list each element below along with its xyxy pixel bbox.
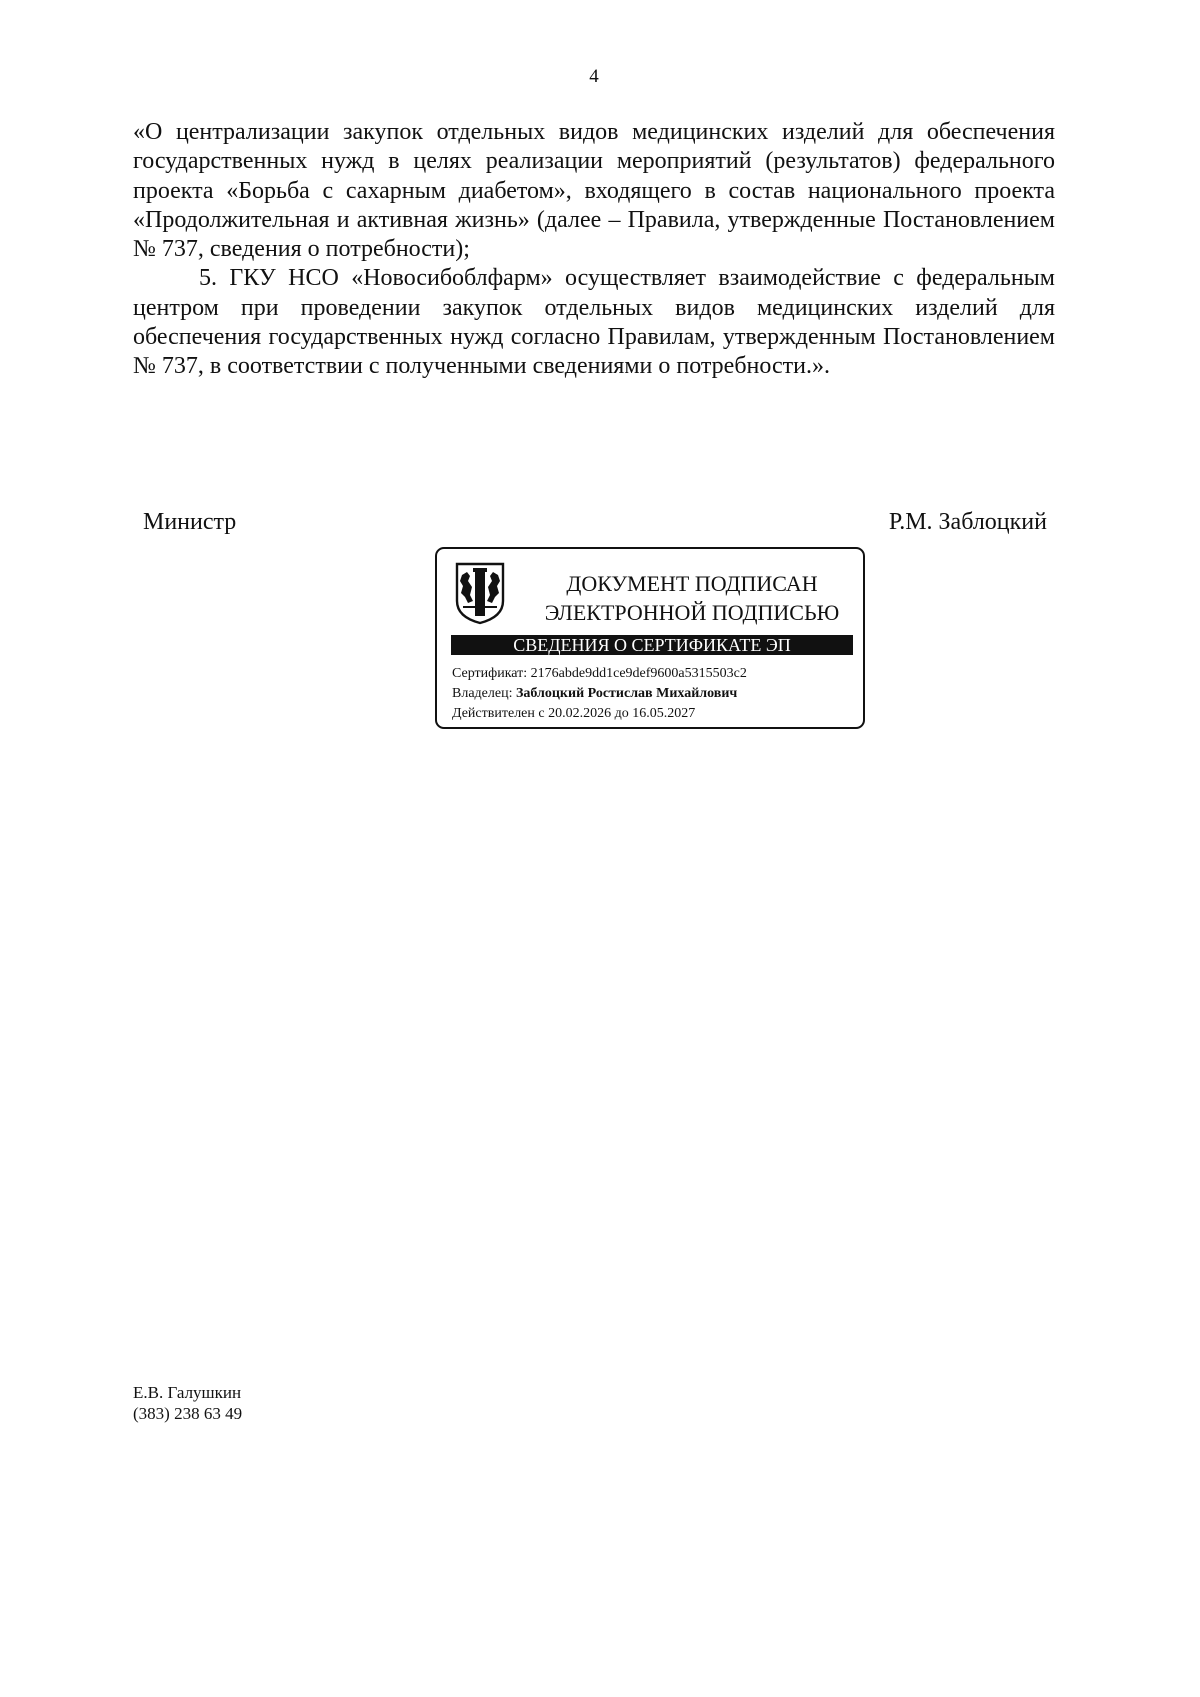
stamp-title-line-2: ЭЛЕКТРОННОЙ ПОДПИСЬЮ bbox=[544, 600, 840, 625]
coat-of-arms-icon bbox=[453, 561, 507, 625]
executor-name: Е.В. Галушкин bbox=[133, 1383, 242, 1402]
certificate-row bbox=[452, 664, 747, 684]
owner-label: Владелец: bbox=[452, 686, 516, 701]
signer-position: Министр bbox=[143, 509, 237, 535]
executor-phone: (383) 238 63 49 bbox=[133, 1404, 243, 1423]
certificate-label: Сертификат: bbox=[452, 666, 531, 681]
certificate-details bbox=[452, 664, 747, 724]
executor-info bbox=[133, 1382, 242, 1424]
document-body bbox=[133, 118, 1055, 382]
owner-value: Заблоцкий Ростислав Михайлович bbox=[515, 686, 738, 701]
stamp-title-line-1: ДОКУМЕНТ ПОДПИСАН bbox=[566, 571, 818, 596]
validity-row: Действителен с 20.02.2026 до 16.05.2027 bbox=[452, 706, 696, 721]
signer-name: Р.М. Заблоцкий bbox=[888, 509, 1047, 535]
certificate-info-bar: СВЕДЕНИЯ О СЕРТИФИКАТЕ ЭП bbox=[451, 635, 853, 655]
stamp-title bbox=[527, 569, 857, 627]
certificate-value: 2176abde9dd1ce9def9600a5315503c2 bbox=[530, 666, 747, 681]
owner-row bbox=[452, 684, 747, 704]
body-paragraph-item-5: 5. ГКУ НСО «Новосибоблфарм» осуществляет взаимодействие с федеральным центром при проведении закупок отдельных видов медицинских изделий для обеспечения государственных нужд согласно Правилам, утвержденным Постановлением № 737, в соответствии с полученными сведениями о потребности.». bbox=[133, 265, 1055, 380]
electronic-signature-stamp bbox=[435, 547, 865, 729]
body-paragraph: «О централизации закупок отдельных видов медицинских изделий для обеспечения государственных нужд в целях реализации мероприятий (результатов) федерального проекта «Борьба с сахарным диабетом», входящего в состав национального проекта «Продолжительная и активная жизнь» (далее – Правила, утвержденные Постановлением № 737, сведения о потребности); bbox=[133, 119, 1055, 263]
page-number: 4 bbox=[589, 66, 599, 87]
